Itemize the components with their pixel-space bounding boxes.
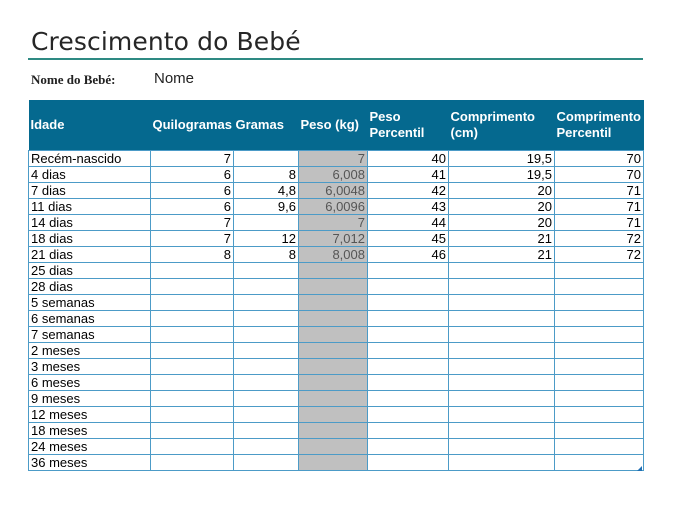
cell-grams[interactable] bbox=[234, 359, 299, 375]
cell-length-cm[interactable] bbox=[449, 279, 555, 295]
cell-length-percentile[interactable] bbox=[555, 279, 644, 295]
table-row bbox=[29, 231, 644, 247]
cell-kilograms[interactable] bbox=[151, 263, 234, 279]
cell-weight-kg[interactable] bbox=[299, 391, 368, 407]
table-row bbox=[29, 423, 644, 439]
cell-weight-kg[interactable]: 8,008 bbox=[299, 247, 368, 263]
cell-weight-kg[interactable] bbox=[299, 439, 368, 455]
cell-grams[interactable] bbox=[234, 311, 299, 327]
cell-length-cm[interactable] bbox=[449, 455, 555, 471]
cell-weight-percentile[interactable] bbox=[368, 391, 449, 407]
table-row bbox=[29, 295, 644, 311]
table-row bbox=[29, 311, 644, 327]
cell-length-percentile[interactable]: 71 bbox=[555, 215, 644, 231]
cell-grams[interactable] bbox=[234, 439, 299, 455]
cell-kilograms[interactable] bbox=[151, 391, 234, 407]
table-row bbox=[29, 375, 644, 391]
cell-age[interactable]: 5 semanas bbox=[29, 295, 151, 311]
cell-weight-kg[interactable]: 6,008 bbox=[299, 167, 368, 183]
cell-length-cm[interactable]: 19,5 bbox=[449, 167, 555, 183]
cell-kilograms[interactable]: 6 bbox=[151, 199, 234, 215]
cell-weight-kg[interactable]: 7,012 bbox=[299, 231, 368, 247]
cell-weight-kg[interactable]: 6,0096 bbox=[299, 199, 368, 215]
cell-length-percentile[interactable] bbox=[555, 311, 644, 327]
cell-length-percentile[interactable]: 72 bbox=[555, 231, 644, 247]
table-row bbox=[29, 279, 644, 295]
cell-grams[interactable]: 9,6 bbox=[234, 199, 299, 215]
cell-kilograms[interactable] bbox=[151, 279, 234, 295]
header-comprimento[interactable]: Comprimento (cm) bbox=[449, 100, 555, 151]
cell-length-percentile[interactable] bbox=[555, 295, 644, 311]
cell-length-cm[interactable] bbox=[449, 423, 555, 439]
cell-length-percentile[interactable] bbox=[555, 439, 644, 455]
cell-length-percentile[interactable]: 70 bbox=[555, 167, 644, 183]
cell-weight-kg[interactable]: 6,0048 bbox=[299, 183, 368, 199]
cell-kilograms[interactable]: 7 bbox=[151, 215, 234, 231]
cell-age[interactable]: Recém-nascido bbox=[29, 151, 151, 167]
cell-length-percentile[interactable] bbox=[555, 423, 644, 439]
cell-kilograms[interactable] bbox=[151, 343, 234, 359]
cell-length-cm[interactable] bbox=[449, 343, 555, 359]
cell-weight-percentile[interactable] bbox=[368, 263, 449, 279]
cell-weight-kg[interactable] bbox=[299, 375, 368, 391]
cell-weight-percentile[interactable] bbox=[368, 279, 449, 295]
table-row bbox=[29, 183, 644, 199]
cell-weight-kg[interactable] bbox=[299, 295, 368, 311]
cell-length-cm[interactable] bbox=[449, 359, 555, 375]
cell-grams[interactable] bbox=[234, 343, 299, 359]
cell-age[interactable]: 12 meses bbox=[29, 407, 151, 423]
cell-length-cm[interactable]: 20 bbox=[449, 183, 555, 199]
cell-kilograms[interactable] bbox=[151, 423, 234, 439]
cell-length-cm[interactable] bbox=[449, 295, 555, 311]
cell-age[interactable]: 4 dias bbox=[29, 167, 151, 183]
cell-weight-percentile[interactable] bbox=[368, 439, 449, 455]
header-row bbox=[29, 100, 644, 151]
cell-weight-percentile[interactable]: 40 bbox=[368, 151, 449, 167]
cell-age[interactable]: 9 meses bbox=[29, 391, 151, 407]
cell-age[interactable]: 18 meses bbox=[29, 423, 151, 439]
table-resize-handle[interactable] bbox=[637, 466, 642, 471]
cell-age[interactable]: 25 dias bbox=[29, 263, 151, 279]
cell-grams[interactable] bbox=[234, 407, 299, 423]
cell-grams[interactable] bbox=[234, 327, 299, 343]
cell-kilograms[interactable]: 7 bbox=[151, 151, 234, 167]
cell-weight-percentile[interactable] bbox=[368, 311, 449, 327]
cell-weight-percentile[interactable]: 46 bbox=[368, 247, 449, 263]
cell-length-percentile[interactable] bbox=[555, 391, 644, 407]
cell-length-cm[interactable] bbox=[449, 439, 555, 455]
cell-kilograms[interactable]: 6 bbox=[151, 167, 234, 183]
table-body bbox=[29, 151, 644, 471]
cell-kilograms[interactable] bbox=[151, 455, 234, 471]
header-comprimento-percentil[interactable]: Comprimento Percentil bbox=[555, 100, 644, 151]
title-divider bbox=[28, 58, 643, 60]
table-row bbox=[29, 199, 644, 215]
header-peso-kg[interactable]: Peso (kg) bbox=[299, 100, 368, 151]
cell-weight-percentile[interactable]: 45 bbox=[368, 231, 449, 247]
cell-length-percentile[interactable] bbox=[555, 343, 644, 359]
cell-length-percentile[interactable]: 72 bbox=[555, 247, 644, 263]
header-peso-percentil[interactable]: Peso Percentil bbox=[368, 100, 449, 151]
cell-length-cm[interactable]: 21 bbox=[449, 231, 555, 247]
table-row bbox=[29, 151, 644, 167]
header-gramas[interactable]: Gramas bbox=[234, 100, 299, 151]
cell-weight-percentile[interactable] bbox=[368, 455, 449, 471]
table-row bbox=[29, 167, 644, 183]
cell-grams[interactable]: 8 bbox=[234, 247, 299, 263]
cell-length-cm[interactable] bbox=[449, 391, 555, 407]
table-row bbox=[29, 439, 644, 455]
cell-weight-kg[interactable] bbox=[299, 407, 368, 423]
cell-grams[interactable] bbox=[234, 455, 299, 471]
table-row bbox=[29, 215, 644, 231]
cell-grams[interactable] bbox=[234, 391, 299, 407]
cell-age[interactable]: 36 meses bbox=[29, 455, 151, 471]
cell-kilograms[interactable] bbox=[151, 359, 234, 375]
cell-weight-kg[interactable] bbox=[299, 327, 368, 343]
cell-length-cm[interactable] bbox=[449, 327, 555, 343]
header-idade[interactable]: Idade bbox=[29, 100, 151, 151]
baby-name-label: Nome do Bebé: bbox=[31, 72, 116, 87]
baby-name-field[interactable]: Nome bbox=[154, 70, 195, 87]
cell-weight-percentile[interactable] bbox=[368, 375, 449, 391]
cell-age[interactable]: 7 semanas bbox=[29, 327, 151, 343]
cell-grams[interactable] bbox=[234, 423, 299, 439]
cell-weight-kg[interactable] bbox=[299, 423, 368, 439]
table-row bbox=[29, 359, 644, 375]
cell-kilograms[interactable] bbox=[151, 439, 234, 455]
cell-weight-percentile[interactable] bbox=[368, 359, 449, 375]
cell-age[interactable]: 3 meses bbox=[29, 359, 151, 375]
cell-grams[interactable] bbox=[234, 375, 299, 391]
cell-kilograms[interactable] bbox=[151, 375, 234, 391]
cell-weight-percentile[interactable]: 41 bbox=[368, 167, 449, 183]
cell-length-cm[interactable]: 20 bbox=[449, 215, 555, 231]
cell-length-percentile[interactable] bbox=[555, 375, 644, 391]
cell-weight-kg[interactable] bbox=[299, 455, 368, 471]
table-row bbox=[29, 455, 644, 471]
cell-age[interactable]: 6 semanas bbox=[29, 311, 151, 327]
cell-grams[interactable] bbox=[234, 215, 299, 231]
growth-table bbox=[28, 100, 644, 471]
cell-length-percentile[interactable] bbox=[555, 359, 644, 375]
header-quilogramas[interactable]: Quilogramas bbox=[151, 100, 234, 151]
cell-age[interactable]: 2 meses bbox=[29, 343, 151, 359]
cell-grams[interactable] bbox=[234, 279, 299, 295]
cell-weight-percentile[interactable] bbox=[368, 407, 449, 423]
cell-kilograms[interactable] bbox=[151, 311, 234, 327]
cell-age[interactable]: 28 dias bbox=[29, 279, 151, 295]
cell-weight-percentile[interactable] bbox=[368, 295, 449, 311]
cell-weight-kg[interactable] bbox=[299, 343, 368, 359]
cell-age[interactable]: 18 dias bbox=[29, 231, 151, 247]
cell-weight-kg[interactable] bbox=[299, 263, 368, 279]
cell-weight-percentile[interactable] bbox=[368, 343, 449, 359]
cell-length-cm[interactable] bbox=[449, 263, 555, 279]
cell-grams[interactable] bbox=[234, 295, 299, 311]
page-title: Crescimento do Bebé bbox=[31, 27, 301, 56]
cell-weight-percentile[interactable] bbox=[368, 327, 449, 343]
table-row bbox=[29, 263, 644, 279]
cell-age[interactable]: 21 dias bbox=[29, 247, 151, 263]
table-row bbox=[29, 327, 644, 343]
cell-kilograms[interactable]: 8 bbox=[151, 247, 234, 263]
cell-length-percentile[interactable] bbox=[555, 455, 644, 471]
cell-weight-kg[interactable] bbox=[299, 311, 368, 327]
table-row bbox=[29, 407, 644, 423]
table-row bbox=[29, 343, 644, 359]
cell-age[interactable]: 6 meses bbox=[29, 375, 151, 391]
cell-length-percentile[interactable]: 71 bbox=[555, 199, 644, 215]
cell-grams[interactable] bbox=[234, 151, 299, 167]
cell-length-percentile[interactable] bbox=[555, 263, 644, 279]
cell-kilograms[interactable] bbox=[151, 407, 234, 423]
cell-weight-kg[interactable]: 7 bbox=[299, 215, 368, 231]
cell-kilograms[interactable]: 6 bbox=[151, 183, 234, 199]
cell-kilograms[interactable]: 7 bbox=[151, 231, 234, 247]
cell-length-percentile[interactable]: 71 bbox=[555, 183, 644, 199]
cell-kilograms[interactable] bbox=[151, 327, 234, 343]
cell-age[interactable]: 11 dias bbox=[29, 199, 151, 215]
cell-length-cm[interactable] bbox=[449, 311, 555, 327]
table-row bbox=[29, 391, 644, 407]
cell-age[interactable]: 14 dias bbox=[29, 215, 151, 231]
cell-weight-kg[interactable] bbox=[299, 359, 368, 375]
cell-weight-percentile[interactable] bbox=[368, 423, 449, 439]
cell-weight-kg[interactable]: 7 bbox=[299, 151, 368, 167]
cell-age[interactable]: 24 meses bbox=[29, 439, 151, 455]
cell-grams[interactable] bbox=[234, 263, 299, 279]
cell-age[interactable]: 7 dias bbox=[29, 183, 151, 199]
cell-length-cm[interactable] bbox=[449, 407, 555, 423]
cell-length-percentile[interactable] bbox=[555, 407, 644, 423]
cell-grams[interactable]: 8 bbox=[234, 167, 299, 183]
cell-weight-kg[interactable] bbox=[299, 279, 368, 295]
cell-length-cm[interactable]: 20 bbox=[449, 199, 555, 215]
cell-kilograms[interactable] bbox=[151, 295, 234, 311]
table-row bbox=[29, 247, 644, 263]
cell-weight-percentile[interactable]: 43 bbox=[368, 199, 449, 215]
cell-weight-percentile[interactable]: 42 bbox=[368, 183, 449, 199]
cell-grams[interactable]: 12 bbox=[234, 231, 299, 247]
cell-length-cm[interactable] bbox=[449, 375, 555, 391]
cell-length-cm[interactable]: 19,5 bbox=[449, 151, 555, 167]
cell-length-percentile[interactable] bbox=[555, 327, 644, 343]
cell-weight-percentile[interactable]: 44 bbox=[368, 215, 449, 231]
cell-length-cm[interactable]: 21 bbox=[449, 247, 555, 263]
cell-length-percentile[interactable]: 70 bbox=[555, 151, 644, 167]
cell-grams[interactable]: 4,8 bbox=[234, 183, 299, 199]
